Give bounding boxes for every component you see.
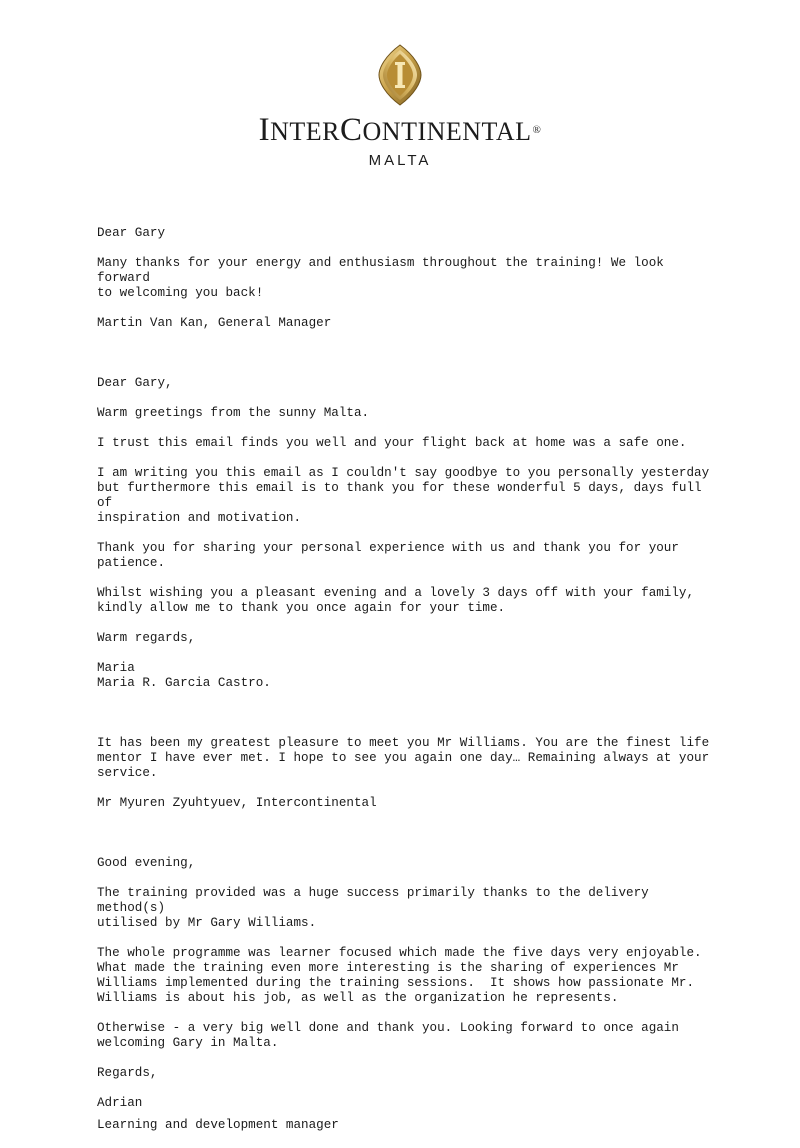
spacer bbox=[97, 346, 717, 376]
intercontinental-emblem-icon bbox=[376, 44, 424, 106]
paragraph: Many thanks for your energy and enthusiasm throughout the training! We look forward to welcoming you back! bbox=[97, 256, 664, 300]
spacer bbox=[97, 706, 717, 736]
paragraph: I am writing you this email as I couldn't say goodbye to you personally yesterday but furthermore this email is to thank you for these wonderful 5 days, days full of inspiration and motivation. bbox=[97, 466, 710, 525]
signature: Mr Myuren Zyuhtyuev, Intercontinental bbox=[97, 796, 377, 810]
paragraph: I trust this email finds you well and your flight back at home was a safe one. bbox=[97, 436, 687, 450]
paragraph: The training provided was a huge success primarily thanks to the delivery method(s) utilised by Mr Gary Williams. bbox=[97, 886, 649, 930]
signature: Maria Maria R. Garcia Castro. bbox=[97, 661, 271, 690]
registered-mark-icon: ® bbox=[532, 124, 542, 136]
paragraph: It has been my greatest pleasure to meet you Mr Williams. You are the finest life mentor I have ever met. I hope to see you again one day… Remaining always at your service. bbox=[97, 736, 710, 780]
paragraph: The whole programme was learner focused which made the five days very enjoyable. What made the training even more interesting is the sharing of experiences Mr Williams implemented during the training sessions. It shows how passionate Mr. Williams is about his job, as well as the organization he represents. bbox=[97, 946, 702, 1005]
brand-location: MALTA bbox=[368, 152, 432, 169]
brand-name: INTERCONTINENTAL® bbox=[258, 112, 542, 148]
testimonial-1 bbox=[97, 226, 717, 331]
testimonial-letters bbox=[97, 226, 717, 1148]
signature: Adrian bbox=[97, 1096, 143, 1110]
spacer bbox=[97, 826, 717, 856]
testimonial-4 bbox=[97, 856, 717, 1133]
paragraph: Warm greetings from the sunny Malta. bbox=[97, 406, 370, 420]
paragraph: Thank you for sharing your personal experience with us and thank you for your patience. bbox=[97, 541, 679, 570]
intercontinental-logo bbox=[0, 44, 800, 169]
signature: Martin Van Kan, General Manager bbox=[97, 316, 332, 330]
signature-title: Learning and development manager bbox=[97, 1118, 339, 1132]
paragraph: Otherwise - a very big well done and thank you. Looking forward to once again welcoming Gary in Malta. bbox=[97, 1021, 679, 1050]
paragraph: Whilst wishing you a pleasant evening and a lovely 3 days off with your family, kindly allow me to thank you once again for your time. bbox=[97, 586, 695, 615]
greeting: Dear Gary bbox=[97, 226, 166, 240]
greeting: Dear Gary, bbox=[97, 376, 173, 390]
closing: Warm regards, bbox=[97, 631, 196, 645]
testimonial-3 bbox=[97, 736, 717, 811]
testimonial-2 bbox=[97, 376, 717, 691]
greeting: Good evening, bbox=[97, 856, 196, 870]
closing: Regards, bbox=[97, 1066, 158, 1080]
